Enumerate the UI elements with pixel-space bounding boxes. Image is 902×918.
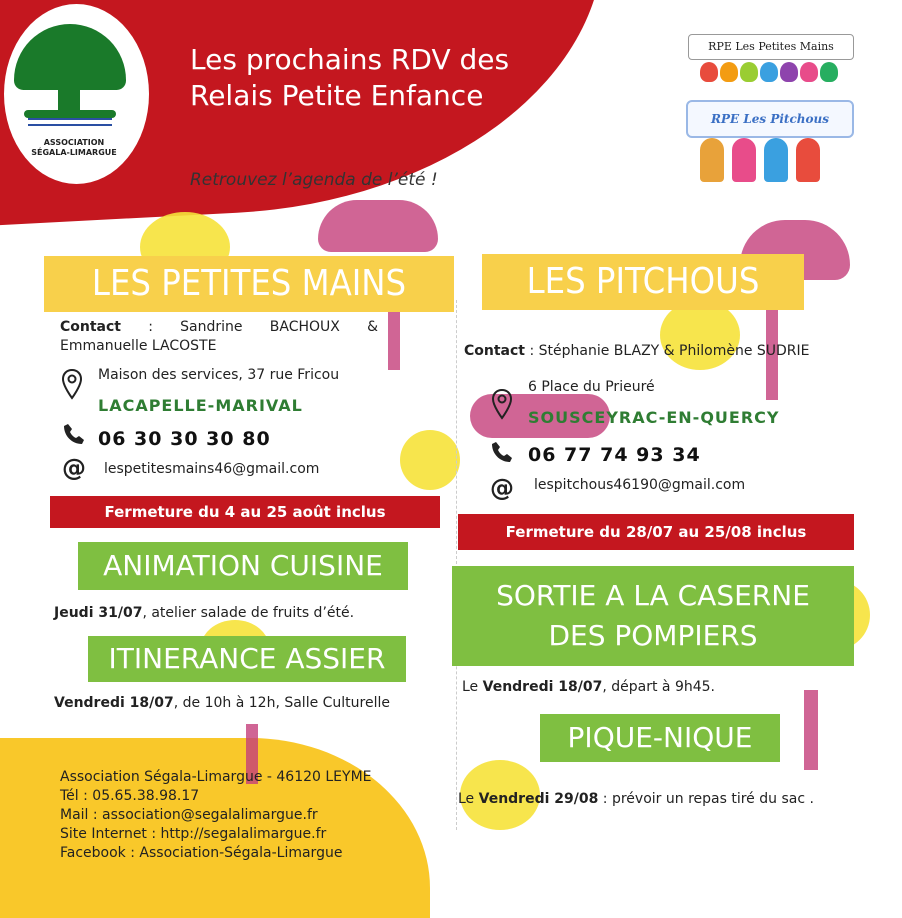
event2-date: Vendredi 18/07 <box>54 695 174 711</box>
event2-prefix: Le <box>458 791 479 807</box>
kids-icon <box>700 138 840 184</box>
column-divider <box>456 300 457 830</box>
logo-text-line1: ASSOCIATION <box>43 138 105 147</box>
location-pin-icon <box>60 368 84 406</box>
event2-desc: : prévoir un repas tiré du sac . <box>598 791 814 807</box>
petites-mains-heading: LES PETITES MAINS <box>44 256 454 312</box>
at-icon: @ <box>490 474 514 502</box>
petites-mains-event2-title: ITINERANCE ASSIER <box>88 636 406 682</box>
flamingo-decoration <box>804 690 818 770</box>
location-pin-icon <box>490 388 514 426</box>
pitchous-event2 <box>458 790 878 809</box>
pitchous-town: SOUSCEYRAC-EN-QUERCY <box>528 408 780 427</box>
logo-text <box>8 138 140 158</box>
petites-mains-address: Maison des services, 37 rue Fricou <box>98 367 340 383</box>
petites-mains-event2 <box>54 694 420 713</box>
footer-contact <box>60 768 372 863</box>
rpe-pitchous-logo: RPE Les Pitchous <box>686 100 854 138</box>
petites-mains-closure: Fermeture du 4 au 25 août inclus <box>50 496 440 528</box>
logo-wave <box>28 118 112 126</box>
footer-address: Association Ségala-Limargue - 46120 LEYME <box>60 769 372 785</box>
pitchous-event1 <box>462 678 842 697</box>
page-title <box>190 42 610 114</box>
footer-website[interactable]: Site Internet : http://segalalimargue.fr <box>60 826 327 842</box>
petites-mains-event1 <box>54 604 434 623</box>
contact-names: : Sandrine BACHOUX & Emmanuelle LACOSTE <box>60 319 378 354</box>
event1-title-line1: SORTIE A LA CASERNE <box>496 579 810 612</box>
event1-title-line2: DES POMPIERS <box>548 619 758 652</box>
petites-mains-phone: 06 30 30 30 80 <box>98 428 271 450</box>
pitchous-event1-title <box>452 566 854 666</box>
pitchous-phone: 06 77 74 93 34 <box>528 444 701 466</box>
event1-date: Jeudi 31/07 <box>54 605 143 621</box>
contact-label: Contact <box>464 343 525 359</box>
event1-desc: , atelier salade de fruits d’été. <box>142 605 355 621</box>
rpe-petites-mains-logo: RPE Les Petites Mains <box>688 34 854 60</box>
at-icon: @ <box>62 454 86 482</box>
event2-date: Vendredi 29/08 <box>478 791 599 807</box>
footer-facebook[interactable]: Facebook : Association-Ségala-Limargue <box>60 845 343 861</box>
pitchous-heading: LES PITCHOUS <box>482 254 804 310</box>
pitchous-contact <box>464 342 884 361</box>
pitchous-event2-title: PIQUE-NIQUE <box>540 714 780 762</box>
title-line1: Les prochains RDV des <box>190 43 510 76</box>
contact-label: Contact <box>60 319 121 335</box>
pitchous-closure: Fermeture du 28/07 au 25/08 inclus <box>458 514 854 550</box>
title-line2: Relais Petite Enfance <box>190 79 484 112</box>
page-subtitle: Retrouvez l’agenda de l’été ! <box>190 170 438 190</box>
phone-icon <box>62 422 86 452</box>
hands-icon <box>700 62 850 86</box>
pitchous-email: lespitchous46190@gmail.com <box>534 477 746 493</box>
footer-email[interactable]: Mail : association@segalalimargue.fr <box>60 807 318 823</box>
logo-text-line2: SÉGALA-LIMARGUE <box>31 148 117 157</box>
phone-icon <box>490 440 514 470</box>
event1-prefix: Le <box>462 679 483 695</box>
petites-mains-town: LACAPELLE-MARIVAL <box>98 396 303 415</box>
petites-mains-email: lespetitesmains46@gmail.com <box>104 461 320 477</box>
petites-mains-event1-title: ANIMATION CUISINE <box>78 542 408 590</box>
contact-names: : Stéphanie BLAZY & Philomène SUDRIE <box>525 343 810 359</box>
event1-desc: , départ à 9h45. <box>602 679 715 695</box>
petites-mains-contact <box>60 318 378 356</box>
flower-decoration <box>400 430 460 490</box>
event1-date: Vendredi 18/07 <box>482 679 603 695</box>
logo-root <box>24 110 116 118</box>
event2-desc: , de 10h à 12h, Salle Culturelle <box>173 695 391 711</box>
flamingo-decoration <box>318 200 438 252</box>
footer-phone: Tél : 05.65.38.98.17 <box>60 788 200 804</box>
pitchous-address: 6 Place du Prieuré <box>528 379 655 395</box>
